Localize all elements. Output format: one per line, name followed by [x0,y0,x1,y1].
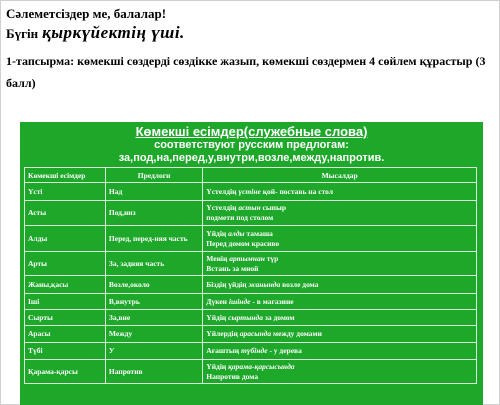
example-cell [203,252,477,276]
example-line [206,187,473,197]
example-text: Үстелдің [206,203,239,212]
preposition-cell: У [105,343,202,360]
example-line [206,329,473,339]
preposition-cell: За,вне [105,310,202,326]
task-instruction: 1-тапсырма: көмекші сөздерді сөздікке жазып, көмекші сөздермен 4 сөйлем құрастыр (3 балл) [6,54,486,90]
example-highlighted-word: арасында [239,329,272,338]
example-text: Дүкен [206,296,229,306]
preposition-cell: Под,низ [105,201,202,226]
preposition-cell: За, задняя часть [105,252,202,276]
table-row [25,343,477,360]
example-translation: Встань за мной [206,263,259,273]
auxiliary-word-cell: Түбі [25,343,106,360]
example-text: Үйдің [206,228,229,238]
poster-subtitle: соответствуют русским предлогам: [154,139,349,151]
example-highlighted-word: ішінде [228,296,251,306]
example-highlighted-word: түбінде [240,346,268,355]
poster-title: Көмекші есімдер(служебные слова) [135,124,368,139]
table-row [25,326,477,343]
preposition-cell: Возле,около [105,276,202,294]
table-header-row [25,168,477,183]
example-text: Үйдің [206,361,229,371]
example-cell [203,183,477,201]
auxiliary-word-cell: Сырты [25,310,106,326]
example-cell [203,360,477,384]
example-line [206,229,473,239]
example-text: возле дома [280,279,319,289]
header-prepositions: Предлоги [105,168,202,183]
example-line [206,313,473,323]
example-cell [203,326,477,343]
header-examples: Мысалдар [203,168,477,183]
header-auxiliary-words: Көмекші есімдер [25,168,106,183]
table-row [25,252,477,276]
table-row [25,226,477,252]
table-row [25,201,477,226]
example-cell [203,226,477,252]
preposition-cell: Напротив [105,360,202,384]
grammar-poster [20,122,483,405]
table-row [25,360,477,384]
example-text: Үйдің [206,312,229,322]
example-cell [203,310,477,326]
poster-header [20,122,483,165]
table-row [25,183,477,201]
example-text: Үйлердің [206,329,240,338]
auxiliary-word-cell: Іші [25,294,106,310]
example-highlighted-word: қарама-қарсысында [228,361,295,371]
example-line [206,346,473,356]
example-cell [203,276,477,294]
example-text: Үстелдің [206,186,239,196]
table-row [25,310,477,326]
example-translation: Перед домом красиво [206,238,280,248]
poster-preposition-list: за,под,на,перед,у,внутри,возле,между,напротив. [118,152,385,164]
date-line [6,23,185,43]
example-text: - в магазине [250,296,294,306]
example-text: Ағаштың [206,346,241,355]
auxiliary-words-table [24,167,477,384]
example-highlighted-word: сыртында [228,312,263,322]
date-emphasis: қыркүйектің үші. [42,23,185,42]
example-cell [203,201,477,226]
auxiliary-word-cell: Алды [25,226,106,252]
table-row [25,294,477,310]
example-cell [203,294,477,310]
auxiliary-word-cell: Үсті [25,183,106,201]
example-text: - у дерева [267,346,302,355]
example-text: тамаша [244,228,273,238]
example-highlighted-word: астын [238,203,261,212]
auxiliary-word-cell: Асты [25,201,106,226]
auxiliary-word-cell: Жаны,қасы [25,276,106,294]
date-lead: Бүгін [6,26,39,41]
example-line [206,254,473,264]
example-line [206,203,473,213]
example-translation: Напротив дома [206,371,259,381]
preposition-cell: Над [105,183,202,201]
example-text: сыпыр [260,203,287,212]
preposition-cell: Между [105,326,202,343]
example-text: Біздің үйдің [206,279,249,289]
auxiliary-word-cell: Қарама-қарсы [25,360,106,384]
preposition-cell: В,внутрь [105,294,202,310]
example-text: между домами [271,329,322,338]
table-row [25,276,477,294]
example-text: за домом [262,312,295,322]
auxiliary-word-cell: Арты [25,252,106,276]
example-line [206,280,473,290]
example-highlighted-word: алды [228,228,245,238]
example-text: түр [264,253,279,263]
example-highlighted-word: артымнан [229,253,265,263]
preposition-cell: Перед, перед-няя часть [105,226,202,252]
example-translation: подмети под столом [206,213,274,222]
example-highlighted-word: жанында [248,279,281,289]
example-line [206,297,473,307]
example-text: қой- поставь на стол [260,186,334,196]
example-highlighted-word: үстіне [238,186,261,196]
example-text: Менің [206,253,230,263]
example-cell [203,343,477,360]
example-line [206,362,473,372]
auxiliary-word-cell: Арасы [25,326,106,343]
greeting-text: Сәлеметсіздер ме, балалар! [6,6,167,21]
